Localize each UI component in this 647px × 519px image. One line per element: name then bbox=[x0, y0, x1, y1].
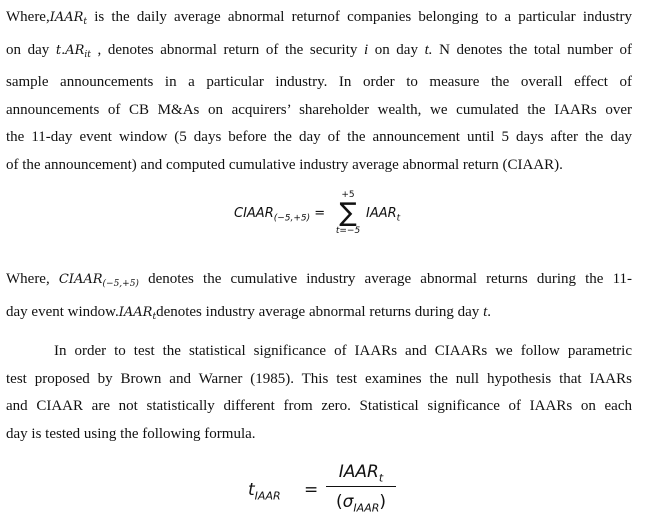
t-lhs: $t_{IAAR}$ bbox=[248, 480, 281, 503]
iaar-var: $IAAR_t$ bbox=[49, 10, 88, 27]
sigma-symbol: ∑ bbox=[339, 198, 357, 228]
fraction-bar bbox=[326, 486, 396, 487]
para1-line-5: the 11-day event window (5 days before the day of the announcement until 5 days after the day bbox=[6, 129, 632, 146]
para3-line-4: day is tested using the following formula. bbox=[6, 425, 256, 442]
para3-line-2: test proposed by Brown and Warner (1985). This test examines the null hypothesis that IAARs bbox=[6, 370, 632, 387]
t-var: t bbox=[483, 303, 488, 320]
ciaar-lhs: $CIAAR_{(-5,+5)}$ = bbox=[234, 206, 326, 224]
ciaar-rhs: $IAAR_t$ bbox=[366, 206, 401, 224]
paragraph-2 bbox=[6, 266, 632, 331]
para1-line-2: on day $t.AR_{it}$ , denotes abnormal return of the security i on day t. N denotes the total number of bbox=[6, 41, 632, 60]
ciaar-equation bbox=[230, 186, 470, 242]
sum-lower-limit: t=−5 bbox=[335, 226, 361, 236]
para3-line-3: and CIAAR are not statistically different from zero. Statistical significance of IAARs on each bbox=[6, 398, 632, 415]
para1-line-1 bbox=[6, 4, 632, 37]
equals-sign: = bbox=[304, 480, 319, 500]
para1-line-6: of the announcement) and computed cumulative industry average abnormal return (CIAAR). bbox=[6, 156, 563, 173]
paragraph-1 bbox=[6, 4, 632, 180]
ar-var: $t.AR_{it}$ bbox=[55, 42, 91, 60]
t-statistic-equation bbox=[248, 460, 448, 518]
summation bbox=[334, 190, 362, 236]
para1-line-3: sample announcements in a particular industry. In order to measure the overall effect of bbox=[6, 74, 632, 91]
para2-line-2: day event $window.IAAR_tdenotes$ industry average abnormal returns during day t. bbox=[6, 303, 491, 322]
text: is the daily average abnormal returnof companies belonging to a particular industry bbox=[94, 9, 632, 25]
fraction-numerator: $IAAR_t$ bbox=[338, 462, 384, 485]
para3-line-1: In order to test the statistical significance of IAARs and CIAARs we follow parametric bbox=[54, 343, 632, 359]
text: Where, bbox=[6, 9, 50, 25]
paragraph-3 bbox=[6, 338, 632, 448]
t-var: t. bbox=[424, 41, 433, 58]
fraction-denominator: $(\sigma_{IAAR})$ bbox=[336, 492, 386, 515]
sum-upper-limit: +5 bbox=[341, 190, 355, 200]
ciaar-var: $CIAAR_{(-5,+5)}$ bbox=[58, 272, 139, 289]
i-var: i bbox=[363, 41, 369, 58]
para2-line-1: Where, $CIAAR_{(-5,+5)}$ denotes the cumulative industry average abnormal returns during the 11- bbox=[6, 271, 633, 289]
iaar-var: $IAAR_t$ bbox=[118, 304, 157, 322]
para1-line-4: announcements of CB M&As on acquirers’ shareholder wealth, we cumulated the IAARs over bbox=[6, 101, 632, 118]
